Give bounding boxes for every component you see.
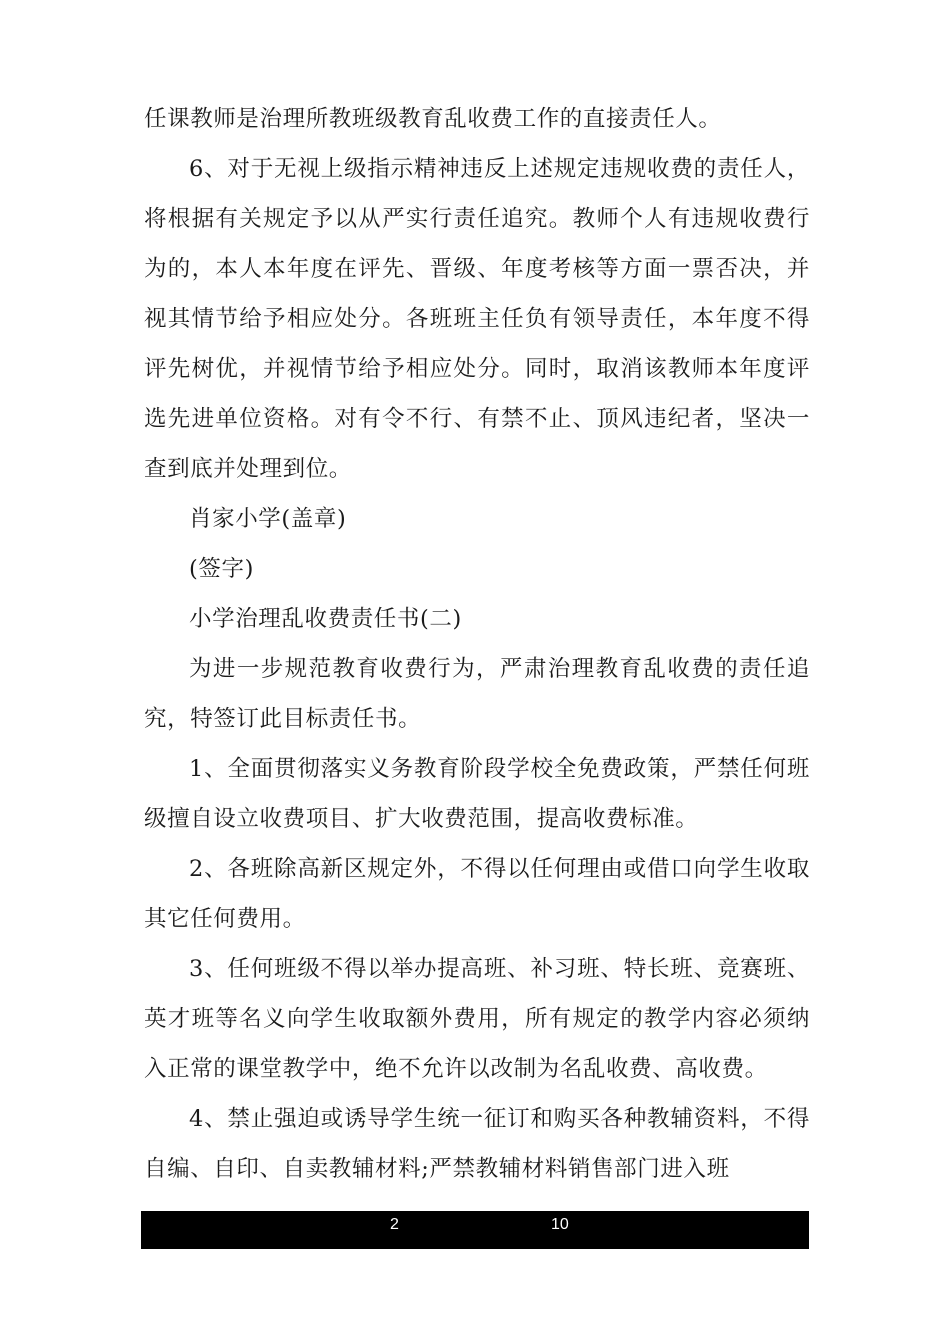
- paragraph-item-6: 6、对于无视上级指示精神违反上述规定违规收费的责任人，将根据有关规定予以从严实行责任追究。教师个人有违规收费行为的，本人本年度在评先、晋级、年度考核等方面一票否决，并视其情节给予相应处分。各班班主任负有领导责任，本年度不得评先树优，并视情节给予相应处分。同时，取消该教师本年度评选先进单位资格。对有令不行、有禁不止、顶风违纪者，坚决一查到底并处理到位。: [144, 156, 810, 482]
- school-seal-line: 肖家小学(盖章): [189, 506, 347, 532]
- page-number-current: 2: [390, 1216, 399, 1233]
- page-footer-bar: [141, 1211, 809, 1249]
- paragraph-intro: 为进一步规范教育收费行为，严肃治理教育乱收费的责任追究，特签订此目标责任书。: [144, 656, 810, 732]
- paragraph-item-4: 4、禁止强迫或诱导学生统一征订和购买各种教辅资料，不得自编、自印、自卖教辅材料;严禁教辅材料销售部门进入班: [144, 1106, 810, 1182]
- page-number-total: 10: [551, 1216, 569, 1233]
- signature-line: (签字): [189, 556, 254, 582]
- paragraph-item-1: 1、全面贯彻落实义务教育阶段学校全免费政策，严禁任何班级擅自设立收费项目、扩大收费范围，提高收费标准。: [144, 756, 810, 832]
- paragraph-continuation: 任课教师是治理所教班级教育乱收费工作的直接责任人。: [144, 106, 722, 132]
- paragraph-item-2: 2、各班除高新区规定外，不得以任何理由或借口向学生收取其它任何费用。: [144, 856, 810, 932]
- document-body: [144, 94, 810, 1194]
- section-title: 小学治理乱收费责任书(二): [189, 606, 462, 632]
- paragraph-item-3: 3、任何班级不得以举办提高班、补习班、特长班、竞赛班、英才班等名义向学生收取额外费用，所有规定的教学内容必须纳入正常的课堂教学中，绝不允许以改制为名乱收费、高收费。: [144, 956, 810, 1082]
